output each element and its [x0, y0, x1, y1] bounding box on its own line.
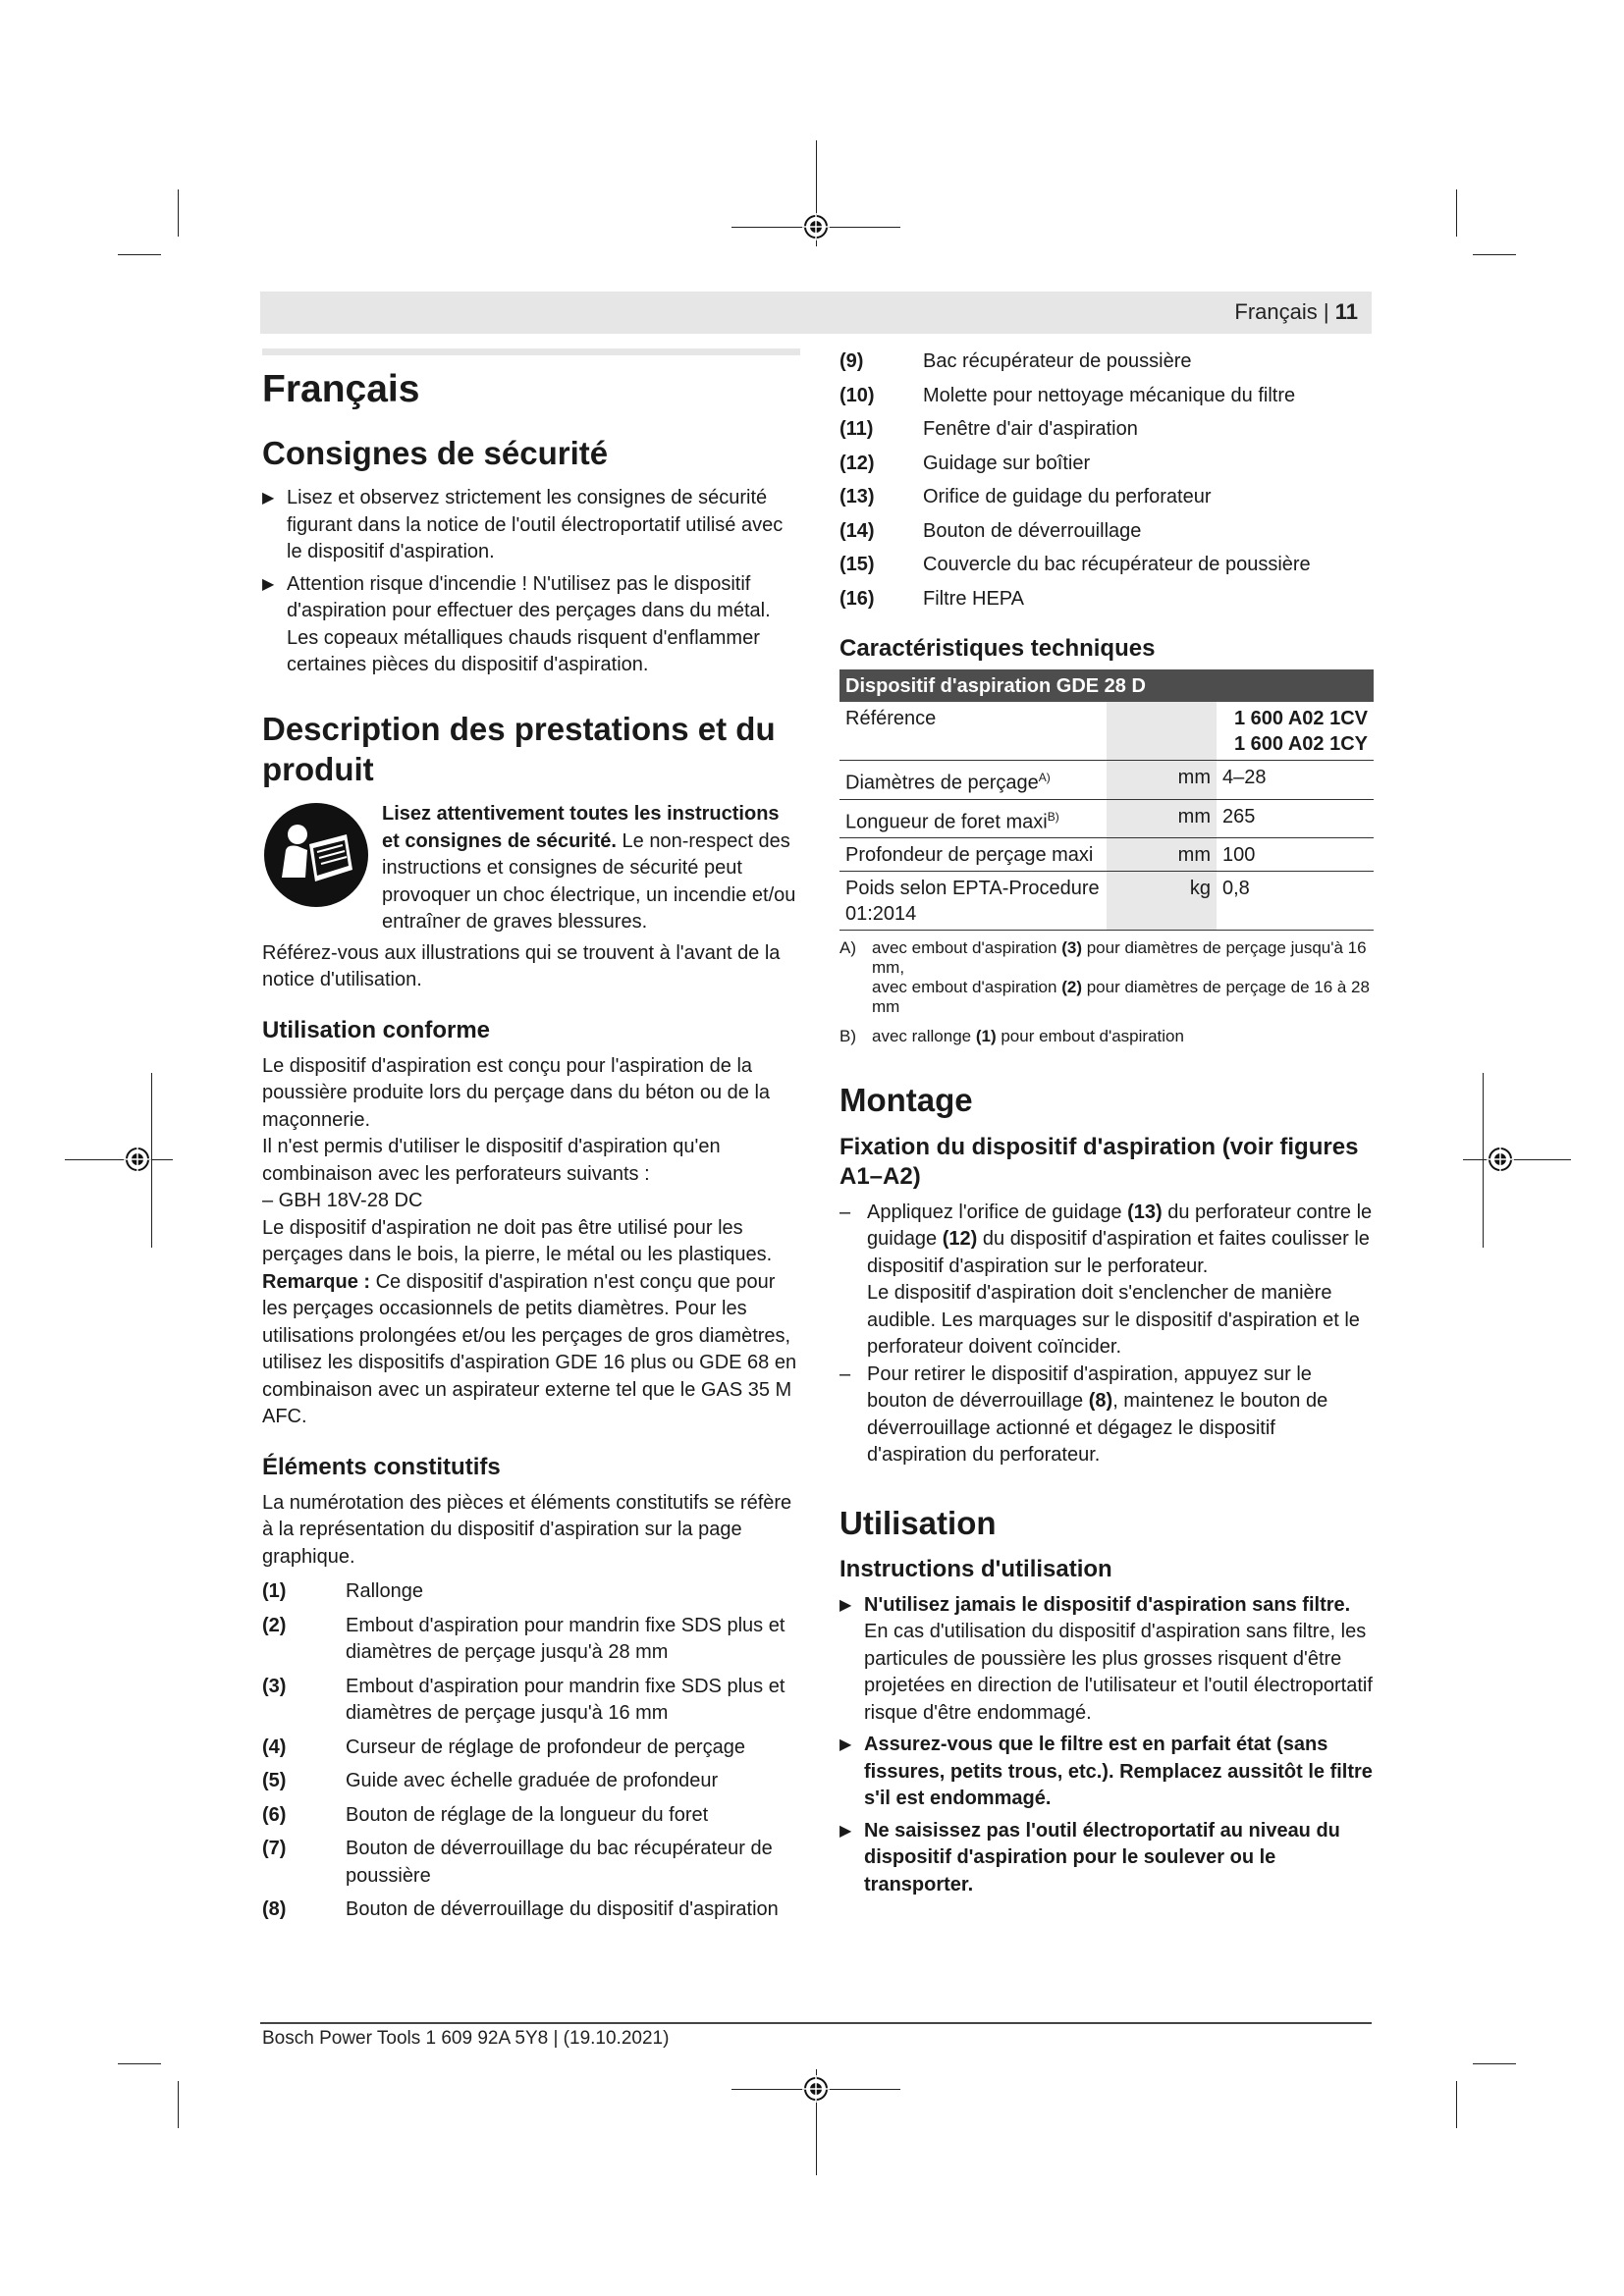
- crop-mark: [118, 254, 161, 255]
- item-text: Bouton de déverrouillage du bac récupérateur de poussière: [346, 1838, 773, 1887]
- crop-mark: [1456, 189, 1457, 237]
- footnote-line: [872, 938, 1374, 978]
- page-title: Français: [262, 368, 420, 410]
- crop-mark: [1456, 2081, 1457, 2128]
- footnote-a: [839, 938, 1374, 1017]
- crosshair-icon: [124, 1146, 151, 1173]
- fn-text: avec embout d'aspiration: [872, 978, 1062, 997]
- item-text: Bac récupérateur de poussière: [923, 350, 1192, 372]
- description-heading: Description des prestations et du produit: [262, 710, 776, 787]
- utilisation-bullet: [839, 1732, 1374, 1813]
- item-number: (10): [839, 384, 875, 406]
- table-cell: 265: [1217, 799, 1374, 838]
- safety-bullet-text: Lisez et observez strictement les consignes de sécurité figurant dans la notice de l'outil électroportatif utilisé avec le dispositif d'aspiration.: [287, 487, 784, 563]
- table-cell: mm: [1107, 799, 1217, 838]
- safety-heading: Consignes de sécurité: [262, 434, 609, 471]
- item-text: Couvercle du bac récupérateur de poussière: [923, 554, 1311, 575]
- crop-mark: [1483, 1073, 1484, 1248]
- item-number: (6): [262, 1803, 287, 1826]
- safety-bullet: [262, 571, 800, 679]
- table-row: [839, 799, 1374, 838]
- intended-use-p2: Il n'est permis d'utiliser le dispositif d'aspiration qu'en combinaison avec les perforateurs suivants :: [262, 1136, 721, 1185]
- crop-mark: [65, 1159, 173, 1160]
- warning-body: Le non-respect des instructions et consignes de sécurité peut provoquer un choc électrique, un incendie et/ou entraîner de graves blessures.: [382, 829, 796, 934]
- note-bold: Remarque :: [262, 1270, 371, 1293]
- safety-bullet-text: Attention risque d'incendie ! N'utilisez pas le dispositif d'aspiration pour effectuer des perçages dans du métal. Les copeaux métalliques chauds risquent d'enflammer certaines pièces du dispositif d'aspiration.: [287, 572, 771, 676]
- list-item: [262, 1578, 800, 1606]
- montage-heading: Montage: [839, 1082, 973, 1119]
- item-text: Bouton de déverrouillage: [923, 519, 1142, 542]
- intended-use-p4: Le dispositif d'aspiration ne doit pas être utilisé pour les perçages dans le bois, la pierre, le métal ou les plastiques.: [262, 1216, 773, 1266]
- triangle-right-icon: ▶: [839, 1822, 852, 1840]
- tech-heading: Caractéristiques techniques: [839, 635, 1156, 662]
- list-item: [839, 484, 1374, 511]
- spec-table: [839, 669, 1374, 931]
- item-text: Filtre HEPA: [923, 587, 1024, 610]
- item-number: (3): [262, 1675, 287, 1697]
- fn-text: avec embout d'aspiration: [872, 938, 1062, 958]
- step-ref: (12): [942, 1228, 978, 1251]
- crosshair-icon: [802, 2075, 830, 2103]
- item-text: Orifice de guidage du perforateur: [923, 486, 1212, 507]
- len-sup: B): [1047, 809, 1059, 824]
- item-text: Molette pour nettoyage mécanique du filtre: [923, 384, 1296, 406]
- section-rule: [262, 348, 800, 355]
- warning-text: [382, 801, 800, 936]
- footer-rule: [260, 2022, 1372, 2024]
- list-item: [262, 1768, 800, 1795]
- item-number: (11): [839, 418, 874, 440]
- fn-ref: (2): [1061, 978, 1082, 997]
- list-item: [839, 552, 1374, 579]
- header-language: Français: [1234, 299, 1318, 324]
- intended-use-p1: Le dispositif d'aspiration est conçu pour l'aspiration de la poussière produite lors du perçage dans du béton ou de la maçonnerie.: [262, 1054, 771, 1131]
- table-cell: mm: [1107, 838, 1217, 872]
- montage-step: [839, 1200, 1374, 1362]
- crop-mark: [1473, 2063, 1516, 2064]
- item-text: Curseur de réglage de profondeur de perçage: [346, 1735, 745, 1758]
- crop-mark: [151, 1073, 152, 1248]
- utilisation-bullet: [839, 1592, 1374, 1728]
- list-item: [839, 518, 1374, 546]
- table-cell: [1217, 702, 1374, 761]
- fn-ref: (1): [975, 1027, 997, 1046]
- table-cell: Profondeur de perçage maxi: [839, 838, 1107, 872]
- table-cell: kg: [1107, 872, 1217, 931]
- list-item: [262, 1802, 800, 1830]
- footnotes: [839, 938, 1374, 1046]
- footnote-b: [839, 1027, 1374, 1046]
- weight-label: 01:2014: [845, 903, 917, 926]
- refer-text: Référez-vous aux illustrations qui se trouvent à l'avant de la notice d'utilisation.: [262, 941, 781, 991]
- note-text: Ce dispositif d'aspiration n'est conçu que pour les perçages occasionnels de petits diamètres. Pour les utilisations prolongées et/ou les perçages de gros diamètres, utilisez les dispositifs d'aspiration GDE 16 plus ou GDE 68 en combinaison avec un aspirateur externe tel que le GAS 35 M AFC.: [262, 1270, 797, 1428]
- utilisation-bullet: [839, 1818, 1374, 1899]
- item-text: Guidage sur boîtier: [923, 452, 1091, 474]
- step-ref: (13): [1127, 1201, 1163, 1223]
- item-number: (2): [262, 1614, 287, 1636]
- page-number: 11: [1334, 299, 1358, 324]
- crop-mark: [1473, 254, 1516, 255]
- crosshair-icon: [802, 213, 830, 240]
- table-cell: 0,8: [1217, 872, 1374, 931]
- intended-use-p3: – GBH 18V-28 DC: [262, 1190, 423, 1212]
- item-number: (7): [262, 1838, 287, 1860]
- list-item: [839, 451, 1374, 478]
- montage-subheading: Fixation du dispositif d'aspiration (voir figures A1–A2): [839, 1133, 1359, 1190]
- triangle-right-icon: ▶: [839, 1736, 852, 1754]
- table-cell: [839, 872, 1107, 931]
- bullet-bold: N'utilisez jamais le dispositif d'aspiration sans filtre.: [864, 1593, 1351, 1616]
- table-cell: 4–28: [1217, 761, 1374, 800]
- step-text: du dispositif d'aspiration et faites coulisser le dispositif d'aspiration sur le perforateur.: [867, 1228, 1370, 1277]
- fn-text: avec rallonge: [872, 1027, 976, 1046]
- item-number: (5): [262, 1770, 287, 1792]
- page-footer: Bosch Power Tools 1 609 92A 5Y8 | (19.10.2021): [262, 2028, 670, 2049]
- bullet-bold: Ne saisissez pas l'outil électroportatif au niveau du dispositif d'aspiration pour le soulever ou le transporter.: [864, 1819, 1340, 1896]
- list-item: [839, 383, 1374, 410]
- header-text: [1234, 299, 1358, 325]
- table-cell: [1107, 702, 1217, 761]
- item-text: Bouton de déverrouillage du dispositif d'aspiration: [346, 1898, 779, 1921]
- triangle-right-icon: ▶: [839, 1596, 852, 1614]
- item-number: (16): [839, 587, 875, 610]
- note-paragraph: [262, 1269, 800, 1431]
- components-intro: La numérotation des pièces et éléments constitutifs se réfère à la représentation du dispositif d'aspiration sur la page graphique.: [262, 1491, 792, 1568]
- list-item: [839, 416, 1374, 444]
- footnote-body: [872, 938, 1374, 1017]
- table-title: Dispositif d'aspiration GDE 28 D: [839, 669, 1374, 702]
- footnote-key: A): [839, 938, 856, 958]
- item-number: (4): [262, 1735, 287, 1758]
- crop-mark: [178, 189, 179, 237]
- safety-bullet: [262, 485, 800, 566]
- item-number: (1): [262, 1580, 287, 1603]
- bullet-bold: Assurez-vous que le filtre est en parfait état (sans fissures, petits trous, etc.). Remplacez aussitôt le filtre s'il est endommagé.: [864, 1734, 1373, 1810]
- list-item: [262, 1735, 800, 1762]
- fn-text: pour diamètres de perçage de 16 à 28 mm: [872, 978, 1370, 1017]
- diam-sup: A): [1038, 771, 1051, 784]
- triangle-right-icon: ▶: [262, 490, 275, 507]
- item-number: (15): [839, 554, 875, 575]
- step-ref: (8): [1088, 1390, 1113, 1413]
- list-item: [839, 586, 1374, 614]
- table-row: [839, 702, 1374, 761]
- item-number: (12): [839, 452, 875, 474]
- footnote-line: [872, 978, 1374, 1017]
- list-item: [262, 1836, 800, 1890]
- item-text: Bouton de réglage de la longueur du foret: [346, 1803, 709, 1826]
- step-text: Pour retirer le dispositif d'aspiration, appuyez sur le bouton de déverrouillage: [867, 1362, 1312, 1413]
- components-heading: Éléments constitutifs: [262, 1453, 501, 1480]
- len-label: Longueur de foret maxi: [845, 811, 1048, 833]
- table-row: [839, 838, 1374, 872]
- list-item: [262, 1674, 800, 1728]
- utilisation-heading: Utilisation: [839, 1504, 997, 1541]
- table-cell: Référence: [839, 702, 1107, 761]
- item-text: Fenêtre d'air d'aspiration: [923, 418, 1138, 440]
- fn-ref: (3): [1061, 938, 1082, 958]
- diam-label: Diamètres de perçage: [845, 772, 1039, 794]
- list-item: [262, 1613, 800, 1667]
- warning-block: [262, 801, 800, 936]
- crop-mark: [118, 2063, 161, 2064]
- list-item: [262, 1896, 800, 1924]
- item-text: Guide avec échelle graduée de profondeur: [346, 1770, 719, 1792]
- footnote-key: B): [839, 1027, 856, 1046]
- dash-mark: –: [839, 1362, 851, 1385]
- fn-text: pour diamètres de perçage jusqu'à 16 mm,: [872, 938, 1367, 978]
- triangle-right-icon: ▶: [262, 575, 275, 593]
- table-cell: mm: [1107, 761, 1217, 800]
- right-column: [839, 348, 1374, 1903]
- item-text: Embout d'aspiration pour mandrin fixe SDS plus et diamètres de perçage jusqu'à 28 mm: [346, 1614, 785, 1664]
- step-text: , maintenez le bouton de déverrouillage actionné et dégagez le dispositif d'aspiration du perforateur.: [867, 1390, 1328, 1467]
- step-text: Le dispositif d'aspiration doit s'enclencher de manière audible. Les marquages sur le dispositif d'aspiration et le perforateur doivent coïncider.: [867, 1282, 1360, 1359]
- warning-bold: Lisez attentivement toutes les instructions et consignes de sécurité.: [382, 803, 780, 852]
- dash-mark: –: [839, 1201, 851, 1223]
- weight-label: Poids selon EPTA-Procedure: [845, 878, 1100, 900]
- step-text: du perforateur contre le guidage: [867, 1201, 1373, 1251]
- table-cell: [839, 799, 1107, 838]
- read-manual-icon: [262, 801, 370, 909]
- item-number: (14): [839, 519, 875, 542]
- ref-value: 1 600 A02 1CY: [1233, 733, 1368, 755]
- item-number: (8): [262, 1898, 287, 1921]
- list-item: [839, 348, 1374, 376]
- intended-use-heading: Utilisation conforme: [262, 1016, 491, 1043]
- crop-mark: [178, 2081, 179, 2128]
- table-cell: [839, 761, 1107, 800]
- item-text: Rallonge: [346, 1580, 423, 1603]
- table-cell: 100: [1217, 838, 1374, 872]
- table-row: [839, 761, 1374, 800]
- ref-value: 1 600 A02 1CV: [1233, 708, 1368, 729]
- table-row: [839, 872, 1374, 931]
- step-text: Appliquez l'orifice de guidage: [867, 1201, 1128, 1223]
- table-header-row: [839, 669, 1374, 702]
- item-text: Embout d'aspiration pour mandrin fixe SDS plus et diamètres de perçage jusqu'à 16 mm: [346, 1675, 785, 1725]
- utilisation-subheading: Instructions d'utilisation: [839, 1555, 1112, 1582]
- fn-text: pour embout d'aspiration: [996, 1027, 1184, 1046]
- page-header: [260, 292, 1372, 334]
- footnote-line: [872, 1027, 1184, 1046]
- item-number: (9): [839, 350, 864, 372]
- left-column: [262, 348, 800, 1931]
- bullet-text: En cas d'utilisation du dispositif d'aspiration sans filtre, les particules de poussière les plus grosses risquent d'être projetées en direction de l'utilisateur et l'outil électroportatif risque d'être endommagé.: [864, 1621, 1373, 1724]
- crosshair-icon: [1487, 1146, 1514, 1173]
- item-number: (13): [839, 486, 875, 507]
- montage-step: [839, 1362, 1374, 1469]
- crop-mark: [1463, 1159, 1571, 1160]
- header-separator: |: [1317, 299, 1335, 324]
